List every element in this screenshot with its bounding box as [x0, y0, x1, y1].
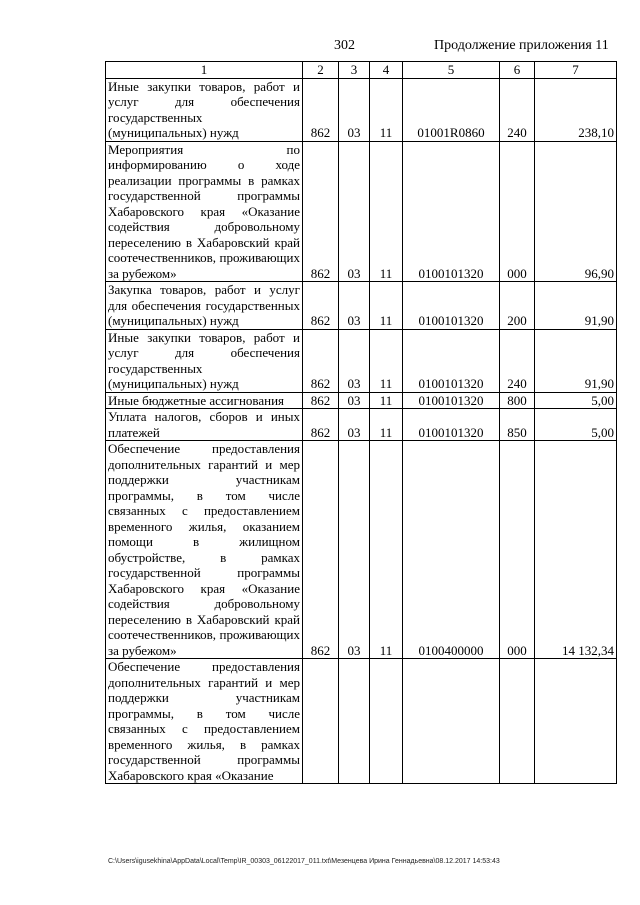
expense-type-code	[500, 659, 535, 784]
target-article-code: 0100101320	[403, 409, 500, 441]
ministry-code: 862	[303, 282, 339, 330]
subsection-code: 11	[370, 441, 403, 659]
subsection-code: 11	[370, 329, 403, 392]
expense-name: Мероприятия по информированию о ходе реализации программы в рамках государственной программы Хабаровского края «Оказание содействия добровольному переселению в Хабаровский край соотечественников, проживающих за рубежом»	[106, 141, 303, 282]
expense-name: Обеспечение предоставления дополнительных гарантий и мер поддержки участникам программы, в том числе связанных с предоставлением временного жилья, оказанием помощи в жилищном обустройстве, в рамках государственной программы Хабаровского края «Оказание содействия добровольному переселению в Хабаровский край соотечественников, проживающих за рубежом»	[106, 441, 303, 659]
expense-type-code: 200	[500, 282, 535, 330]
expense-type-code: 850	[500, 409, 535, 441]
section-code	[339, 659, 370, 784]
target-article-code: 01001R0860	[403, 78, 500, 141]
subsection-code: 11	[370, 282, 403, 330]
subsection-code: 11	[370, 141, 403, 282]
expense-name: Обеспечение предоставления дополнительных гарантий и мер поддержки участникам программы, в том числе связанных с предоставлением временного жилья, в рамках государственной программы Хабаровского края «Оказание	[106, 659, 303, 784]
ministry-code: 862	[303, 409, 339, 441]
ministry-code: 862	[303, 78, 339, 141]
column-number-row	[106, 62, 617, 79]
document-footer-path: C:\Users\igusekhina\AppData\Local\Temp\IR_00303_06122017_011.txt\Мезенцева Ирина Геннадьевна\08.12.2017 14:53:43	[108, 858, 500, 865]
table-row	[106, 141, 617, 282]
amount	[535, 659, 617, 784]
ministry-code: 862	[303, 392, 339, 409]
ministry-code: 862	[303, 329, 339, 392]
amount: 96,90	[535, 141, 617, 282]
target-article-code: 0100101320	[403, 282, 500, 330]
section-code: 03	[339, 441, 370, 659]
subsection-code: 11	[370, 392, 403, 409]
page-number: 302	[334, 38, 355, 53]
expense-name: Иные закупки товаров, работ и услуг для обеспечения государственных (муниципальных) нужд	[106, 329, 303, 392]
expense-type-code: 800	[500, 392, 535, 409]
ministry-code: 862	[303, 441, 339, 659]
ministry-code: 862	[303, 141, 339, 282]
amount: 238,10	[535, 78, 617, 141]
section-code: 03	[339, 409, 370, 441]
amount: 14 132,34	[535, 441, 617, 659]
table-row	[106, 659, 617, 784]
table-row	[106, 329, 617, 392]
amount: 91,90	[535, 282, 617, 330]
expense-name: Иные закупки товаров, работ и услуг для обеспечения государственных (муниципальных) нужд	[106, 78, 303, 141]
expense-name: Уплата налогов, сборов и иных платежей	[106, 409, 303, 441]
column-number: 3	[339, 62, 370, 79]
ministry-code	[303, 659, 339, 784]
target-article-code: 0100400000	[403, 441, 500, 659]
section-code: 03	[339, 392, 370, 409]
expense-type-code: 240	[500, 78, 535, 141]
target-article-code: 0100101320	[403, 141, 500, 282]
table-row	[106, 392, 617, 409]
subsection-code: 11	[370, 78, 403, 141]
expense-type-code: 000	[500, 441, 535, 659]
target-article-code: 0100101320	[403, 392, 500, 409]
expense-type-code: 240	[500, 329, 535, 392]
section-code: 03	[339, 141, 370, 282]
section-code: 03	[339, 78, 370, 141]
column-number: 6	[500, 62, 535, 79]
section-code: 03	[339, 282, 370, 330]
target-article-code	[403, 659, 500, 784]
table-row	[106, 409, 617, 441]
column-number: 7	[535, 62, 617, 79]
table-row	[106, 441, 617, 659]
target-article-code: 0100101320	[403, 329, 500, 392]
column-number: 4	[370, 62, 403, 79]
amount: 5,00	[535, 392, 617, 409]
column-number: 5	[403, 62, 500, 79]
budget-table	[105, 61, 617, 784]
column-number: 1	[106, 62, 303, 79]
expense-type-code: 000	[500, 141, 535, 282]
table-row	[106, 78, 617, 141]
amount: 91,90	[535, 329, 617, 392]
table-row	[106, 282, 617, 330]
expense-name: Закупка товаров, работ и услуг для обеспечения государственных (муниципальных) нужд	[106, 282, 303, 330]
expense-name: Иные бюджетные ассигнования	[106, 392, 303, 409]
subsection-code: 11	[370, 409, 403, 441]
column-number: 2	[303, 62, 339, 79]
amount: 5,00	[535, 409, 617, 441]
section-code: 03	[339, 329, 370, 392]
appendix-continuation-note: Продолжение приложения 11	[434, 38, 609, 53]
subsection-code	[370, 659, 403, 784]
